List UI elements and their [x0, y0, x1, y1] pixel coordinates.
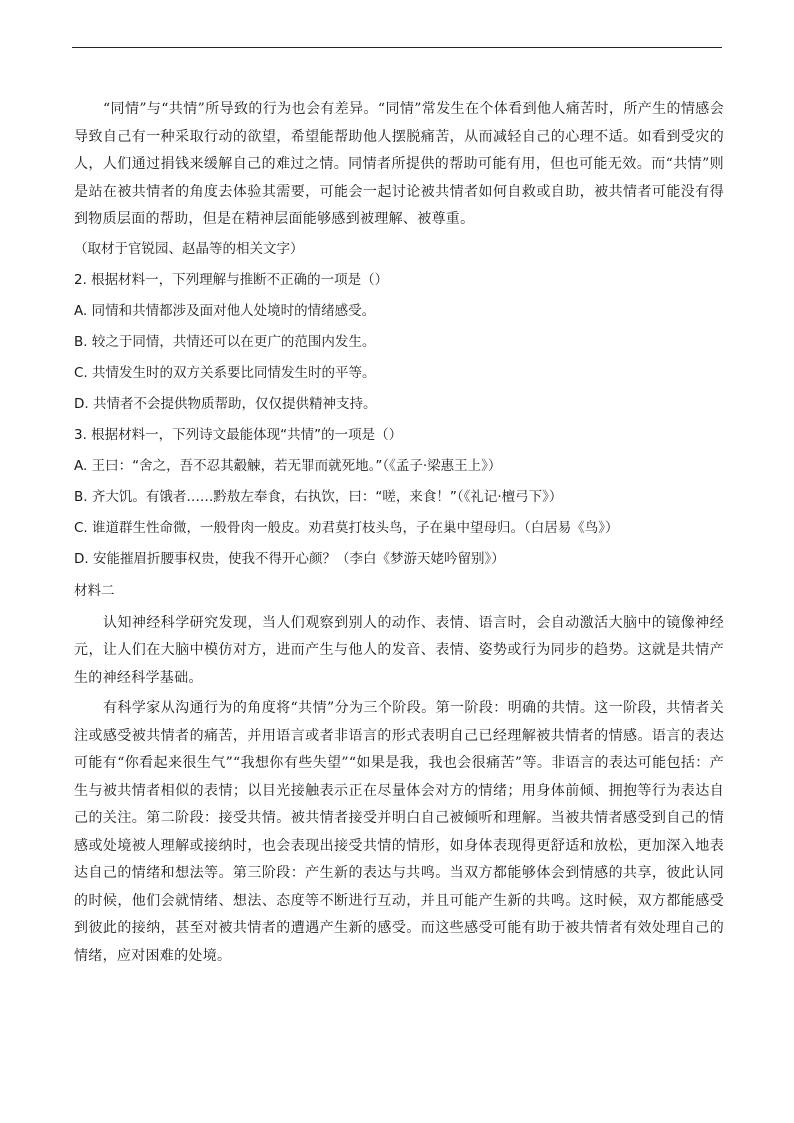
paragraph-empathy-vs-sympathy: “同情”与“共情”所导致的行为也会有差异。“同情”常发生在个体看到他人痛苦时，所产生的情感会导致自己有一种采取行动的欲望，希望能帮助他人摆脱痛苦，从而减轻自己的心理不适。如看到受灾的人，人们通过捐钱来缓解自己的难过之情。同情者所提供的帮助可能有用，但也可能无效。而“共情”则是站在被共情者的角度去体验其需要，可能会一起讨论被共情者如何自救或自助，被共情者可能没有得到物质层面的帮助，但是在精神层面能够感到被理解、被尊重。: [74, 101, 724, 227]
question-2-option-b: B. 较之于同情，共情还可以在更广的范围内发生。: [74, 333, 376, 350]
header-rule: [72, 47, 722, 48]
question-2-stem: 2. 根据材料一，下列理解与推断不正确的一项是（）: [74, 271, 389, 288]
question-3-option-b: B. 齐大饥。有饿者……黔敖左奉食，右执饮，曰：“嗟，来食！”（《礼记·檀弓下》）: [74, 488, 563, 505]
question-3-stem: 3. 根据材料一，下列诗文最能体现“共情”的一项是（）: [74, 426, 403, 443]
question-3: [74, 420, 724, 575]
question-3-option-c: C. 谁道群生性命微，一般骨肉一般皮。劝君莫打枝头鸟，子在巢中望母归。（白居易《鸟》）: [74, 519, 619, 536]
question-3-option-d: D. 安能摧眉折腰事权贵，使我不得开心颜？（李白《梦游天姥吟留别》）: [74, 550, 505, 567]
question-2-option-d: D. 共情者不会提供物质帮助，仅仅提供精神支持。: [74, 395, 377, 412]
question-3-option-a: A. 王曰：“舍之，吾不忍其觳觫，若无罪而就死地。”（《孟子·梁惠王上》）: [74, 457, 502, 474]
paragraph-three-stages: 有科学家从沟通行为的角度将“共情”分为三个阶段。第一阶段：明确的共情。这一阶段，共情者关注或感受被共情者的痛苦，并用语言或者非语言的形式表明自己已经理解被共情者的情感。语言的表达可能有“你看起来很生气”“我想你有些失望”“如果是我，我也会很痛苦”等。非语言的表达可能包括：产生与被共情者相似的表情；以目光接触表示正在尽量体会对方的情绪；用身体前倾、拥抱等行为表达自己的关注。第二阶段：接受共情。被共情者接受并明白自己被倾听和理解。当被共情者感受到自己的情感或处境被人理解或接纳时，也会表现出接受共情的情形，如身体表现得更舒适和放松，更加深入地表达自己的情绪和想法等。第三阶段：产生新的表达与共鸣。当双方都能够体会到情感的共享，彼此认同的时候，他们会就情绪、想法、态度等不断进行互动，并且可能产生新的共鸣。这时候，双方都能感受到彼此的接纳，甚至对被共情者的遭遇产生新的感受。而这些感受可能有助于被共情者有效处理自己的情绪，应对困难的处境。: [74, 700, 724, 964]
question-2: [74, 265, 724, 420]
source-note: （取材于官锐园、赵晶等的相关文字）: [74, 240, 304, 257]
question-2-option-c: C. 共情发生时的双方关系要比同情发生时的平等。: [74, 364, 376, 381]
paragraph-neuroscience: 认知神经科学研究发现，当人们观察到别人的动作、表情、语言时，会自动激活大脑中的镜像神经元，让人们在大脑中模仿对方，进而产生与他人的发音、表情、姿势或行为同步的趋势。这就是共情产生的神经科学基础。: [74, 614, 724, 686]
question-2-option-a: A. 同情和共情都涉及面对他人处境时的情绪感受。: [74, 302, 376, 319]
material-2-heading: 材料二: [74, 582, 115, 599]
document-body: [74, 96, 724, 970]
